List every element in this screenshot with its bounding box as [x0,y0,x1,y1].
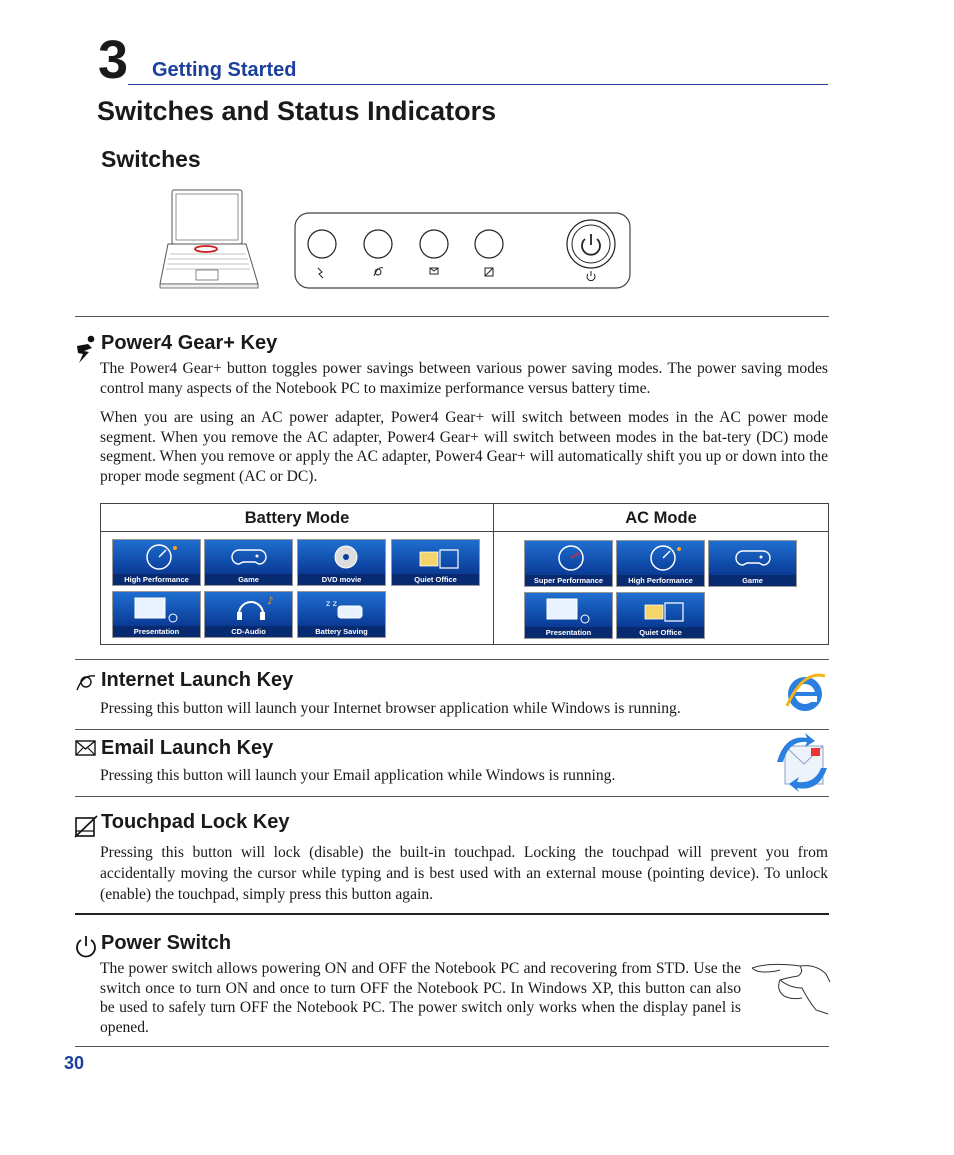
power4-gear-icon [74,334,98,364]
mode-tile-dvd-movie [297,539,386,586]
email-paragraph: Pressing this button will launch your Email application while Windows is running. [100,767,616,784]
section-divider [75,796,829,797]
mode-tile-quiet-office [391,539,480,586]
mode-tile-presentation [112,591,201,638]
mode-tile-cd-audio [204,591,293,638]
email-app-icon [775,732,829,792]
section-divider [75,316,829,317]
svg-text:z z: z z [326,599,337,608]
power-icon [74,934,98,958]
header-rule [128,84,828,85]
power4-heading: Power4 Gear+ Key [101,332,278,354]
mode-tile-presentation-ac [524,592,613,639]
email-heading: Email Launch Key [101,737,274,759]
table-column-divider [493,504,494,644]
internet-explorer-icon [783,670,829,716]
section-divider-thick [75,913,829,915]
page-title: Switches and Status Indicators [97,96,497,126]
mode-tile-super-performance [524,540,613,587]
mode-label: High Performance [113,574,200,585]
internet-paragraph: Pressing this button will launch your Internet browser application while Windows is running. [100,700,681,717]
headphones-icon [205,592,293,628]
gauge-icon [113,540,201,576]
envelope-folder-icon [617,593,705,629]
touchpad-lock-icon [74,814,98,838]
internet-icon [75,672,97,692]
mode-table [100,503,829,645]
battery-mode-header: Battery Mode [101,504,493,532]
mode-label: CD-Audio [205,626,292,637]
mode-label: Quiet Office [617,627,704,638]
power4-paragraph-2: When you are using an AC power adapter, Power4 Gear+ will switch between modes in the AC power mode segment. When you remove the AC adapter, Power4 Gear+ will switch between modes in the bat-tery (DC) mode segment. When you remove or apply the AC adapter, Power4 Gear+ will automatically shift you up or down into the proper mode segment (AC or DC). [100,409,828,485]
section-divider [75,659,829,660]
footer-rule [75,1046,829,1047]
mode-tile-high-performance-ac [616,540,705,587]
mode-label: Presentation [113,626,200,637]
gamepad-icon [709,541,797,577]
power-switch-paragraph: The power switch allows powering ON and OFF the Notebook PC and recovering from STD. Use the switch once to turn ON and once to turn OFF the Notebook PC. In Windows XP, this button can also be used to safely turn OFF the Notebook PC. The power switch only works when the display panel is opened. [100,960,741,1036]
mode-label: DVD movie [298,574,385,585]
touchpad-heading: Touchpad Lock Key [101,811,290,833]
mode-tile-quiet-office-ac [616,592,705,639]
switch-panel [294,212,632,290]
section-divider [75,729,829,730]
laptop-illustration [158,188,262,290]
hand-pressing-icon [750,958,832,1016]
projector-screen-icon [113,592,201,628]
svg-text:♪: ♪ [267,596,274,607]
mode-label: Battery Saving [298,626,385,637]
mode-label: Game [709,575,796,586]
gamepad-icon [205,540,293,576]
gauge-icon [525,541,613,577]
gauge-icon [617,541,705,577]
email-icon [75,740,97,756]
mode-tile-battery-saving [297,591,386,638]
internet-heading: Internet Launch Key [101,669,294,691]
mode-label: Game [205,574,292,585]
mode-tile-high-performance [112,539,201,586]
envelope-folder-icon [392,540,480,576]
page-number: 30 [64,1053,85,1073]
sleeping-battery-icon [298,592,386,628]
mode-tile-game-ac [708,540,797,587]
chapter-title: Getting Started [152,59,297,81]
ac-mode-header: AC Mode [494,504,828,532]
section-title: Switches [101,146,201,172]
mode-label: Super Performance [525,575,612,586]
projector-screen-icon [525,593,613,629]
touchpad-paragraph: Pressing this button will lock (disable) the built-in touchpad. Locking the touchpad will prevent you from accidentally moving the cursor while typing and is best used with an external mouse (pointing device). To unlock (enable) the touchpad, simply press this button again. [100,844,828,903]
mode-tile-game [204,539,293,586]
chapter-number: 3 [98,30,129,90]
power4-paragraph-1: The Power4 Gear+ button toggles power savings between various power saving modes. The power saving modes control many aspects of the Notebook PC to maximize performance versus battery time. [100,360,828,397]
mode-label: High Performance [617,575,704,586]
dvd-disc-icon [298,540,386,576]
mode-label: Quiet Office [392,574,479,585]
mode-label: Presentation [525,627,612,638]
power-switch-heading: Power Switch [101,932,232,954]
